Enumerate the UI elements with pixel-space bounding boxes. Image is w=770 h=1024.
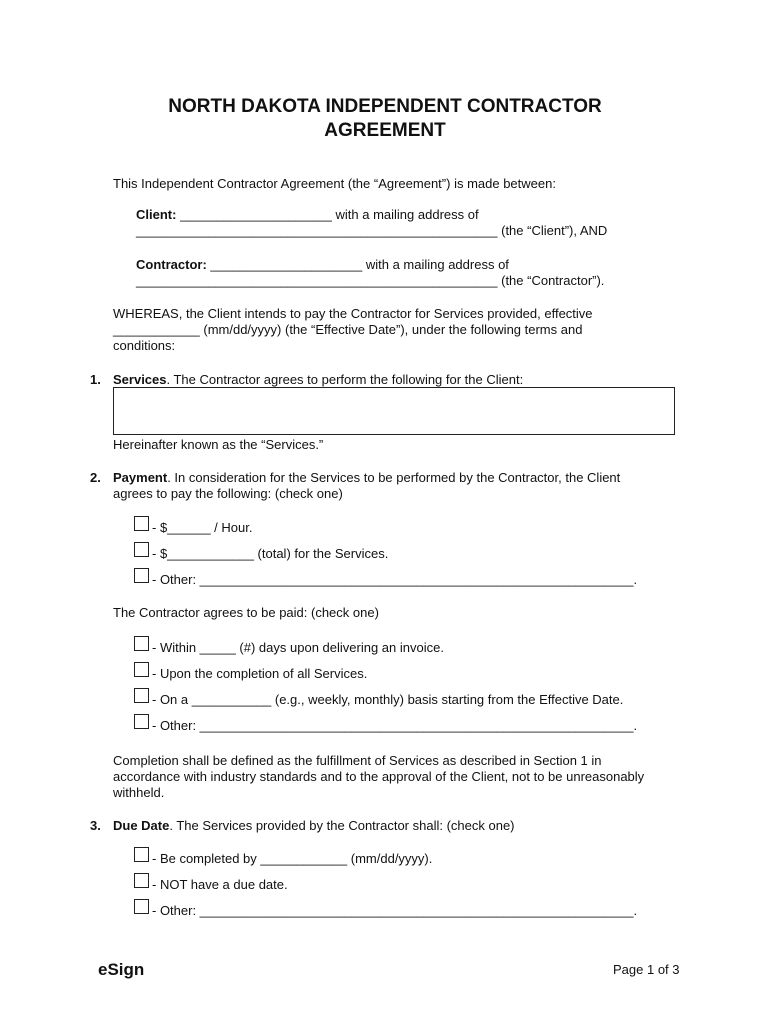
section1-after: Hereinafter known as the “Services.” bbox=[113, 437, 324, 452]
section3-text bbox=[113, 818, 515, 834]
section2-body: . In consideration for the Services to be performed by the Contractor, the Client bbox=[167, 470, 621, 485]
section2-number: 2. bbox=[90, 470, 101, 485]
section3-number: 3. bbox=[90, 818, 101, 833]
contractor-line2: __________________________________________________ (the “Contractor”). bbox=[136, 273, 605, 288]
section1-body: . The Contractor agrees to perform the following for the Client: bbox=[166, 372, 524, 387]
paid-option-other: - Other: ____________________________________________________________. bbox=[152, 718, 638, 733]
whereas-line1: WHEREAS, the Client intends to pay the Contractor for Services provided, effective bbox=[113, 306, 593, 321]
section1-heading: Services bbox=[113, 372, 167, 387]
due-other-checkbox[interactable] bbox=[134, 899, 149, 914]
client-line1 bbox=[136, 207, 479, 223]
paid-other-checkbox[interactable] bbox=[134, 714, 149, 729]
contractor-line1-rest: _____________________ with a mailing address of bbox=[206, 257, 509, 272]
paid-option-completion: - Upon the completion of all Services. bbox=[152, 666, 368, 681]
contractor-line1 bbox=[136, 257, 509, 273]
esign-logo: eSign bbox=[98, 960, 145, 979]
client-label: Client: bbox=[136, 207, 177, 222]
completion-line2: accordance with industry standards and to the approval of the Client, not to be unreasonably bbox=[113, 769, 645, 784]
section3-body: . The Services provided by the Contractor shall: (check one) bbox=[169, 818, 515, 833]
section3-heading: Due Date bbox=[113, 818, 170, 833]
payment-option-hourly: - $______ / Hour. bbox=[152, 520, 253, 535]
client-line1-rest: _____________________ with a mailing address of bbox=[176, 207, 479, 222]
payment-hourly-checkbox[interactable] bbox=[134, 516, 149, 531]
paid-within-days-checkbox[interactable] bbox=[134, 636, 149, 651]
section2-heading: Payment bbox=[113, 470, 168, 485]
client-line2: __________________________________________________ (the “Client”), AND bbox=[136, 223, 608, 238]
due-option-completed-by: - Be completed by ____________ (mm/dd/yyyy). bbox=[152, 851, 433, 866]
paid-heading: The Contractor agrees to be paid: (check one) bbox=[113, 605, 379, 620]
services-text-box[interactable] bbox=[113, 387, 675, 435]
payment-other-checkbox[interactable] bbox=[134, 568, 149, 583]
section1-text bbox=[113, 372, 523, 388]
section2-text-line1 bbox=[113, 470, 620, 486]
due-completed-by-checkbox[interactable] bbox=[134, 847, 149, 862]
document-title-line2: AGREEMENT bbox=[324, 120, 446, 141]
page-number: Page 1 of 3 bbox=[613, 962, 680, 977]
paid-basis-checkbox[interactable] bbox=[134, 688, 149, 703]
due-option-other: - Other: ____________________________________________________________. bbox=[152, 903, 638, 918]
whereas-line2: ____________ (mm/dd/yyyy) (the “Effective Date”), under the following terms and bbox=[113, 322, 583, 337]
completion-line1: Completion shall be defined as the fulfillment of Services as described in Section 1 in bbox=[113, 753, 602, 768]
paid-completion-checkbox[interactable] bbox=[134, 662, 149, 677]
section1-number: 1. bbox=[90, 372, 101, 387]
contractor-label: Contractor: bbox=[136, 257, 207, 272]
intro-text: This Independent Contractor Agreement (the “Agreement”) is made between: bbox=[113, 176, 556, 191]
payment-option-total: - $____________ (total) for the Services. bbox=[152, 546, 389, 561]
payment-option-other: - Other: ____________________________________________________________. bbox=[152, 572, 638, 587]
paid-option-basis: - On a ___________ (e.g., weekly, monthly) basis starting from the Effective Date. bbox=[152, 692, 624, 707]
due-option-none: - NOT have a due date. bbox=[152, 877, 288, 892]
paid-option-within-days: - Within _____ (#) days upon delivering an invoice. bbox=[152, 640, 444, 655]
completion-line3: withheld. bbox=[113, 785, 165, 800]
document-title-line1: NORTH DAKOTA INDEPENDENT CONTRACTOR bbox=[168, 96, 602, 117]
whereas-line3: conditions: bbox=[113, 338, 176, 353]
section2-text-line2: agrees to pay the following: (check one) bbox=[113, 486, 343, 501]
due-none-checkbox[interactable] bbox=[134, 873, 149, 888]
payment-total-checkbox[interactable] bbox=[134, 542, 149, 557]
